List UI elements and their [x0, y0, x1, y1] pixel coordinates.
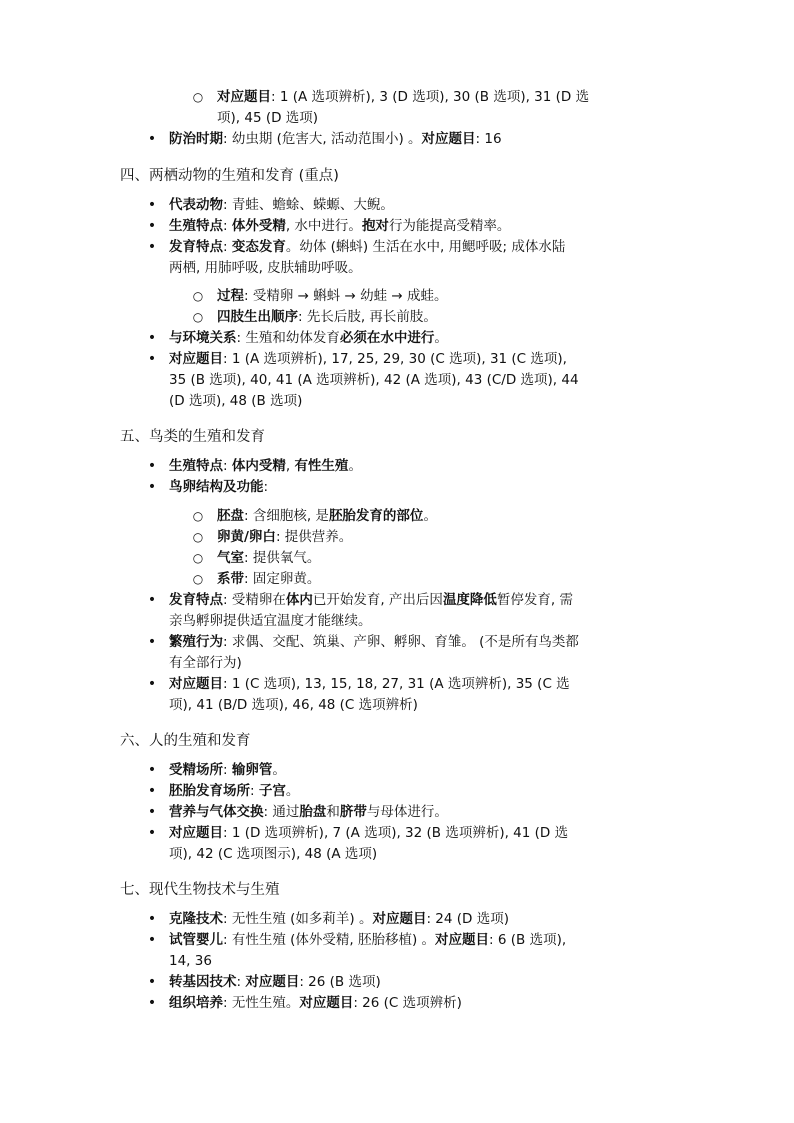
text: : 通过	[263, 804, 300, 820]
text: 已开始发育, 产出后因	[312, 592, 443, 608]
list-item-line	[147, 632, 579, 652]
list-item-line	[147, 781, 300, 801]
text: : 1 (C 选项), 13, 15, 18, 27, 31 (A 选项辨析), 35 (C 选	[223, 676, 570, 692]
bold-text: 胚盘	[217, 508, 244, 524]
list-item-line	[147, 477, 269, 497]
bold-text: 代表动物	[169, 197, 223, 213]
list-item-line	[169, 258, 362, 278]
bold-text: 气室	[217, 550, 244, 566]
bold-text: 体外受精	[231, 218, 286, 234]
bold-text: 胎盘	[299, 804, 327, 820]
list-item-line	[169, 653, 242, 673]
bold-text: 输卵管	[231, 762, 273, 778]
bold-text: 试管婴儿	[169, 932, 223, 948]
bold-text: 对应题目	[169, 676, 223, 692]
text: 五、鸟类的生殖和发育	[120, 429, 265, 445]
bold-text: 对应题目	[169, 825, 223, 841]
bullet-icon: •	[147, 330, 157, 346]
bullet-icon: •	[147, 592, 157, 608]
list-item-line	[217, 108, 318, 128]
text: : 青蛙、蟾蜍、蝾螈、大鲵。	[223, 197, 394, 213]
text: :	[250, 783, 259, 799]
bold-text: 转基因技术	[169, 974, 237, 990]
text: 与母体进行。	[366, 804, 448, 820]
list-item-line	[169, 370, 579, 390]
bold-text: 生殖特点	[169, 458, 223, 474]
bold-text: 对应题目	[435, 932, 490, 948]
text: 项), 42 (C 选项图示), 48 (A 选项)	[169, 846, 378, 862]
bullet-icon: •	[147, 932, 157, 948]
list-item-line	[147, 802, 448, 822]
bold-text: 繁殖行为	[169, 634, 223, 650]
list-item-line	[169, 391, 302, 411]
text: ,	[285, 458, 295, 474]
text: : 固定卵黄。	[244, 571, 321, 587]
text: 。	[423, 508, 437, 524]
bold-text: 对应题目	[169, 351, 223, 367]
text: : 幼虫期 (危害大, 活动范围小) 。	[223, 131, 422, 147]
bullet-icon: •	[147, 762, 157, 778]
list-item-line	[169, 951, 212, 971]
circle-bullet-icon: ○	[192, 310, 204, 324]
text: : 受精卵在	[223, 592, 286, 608]
bold-text: 受精场所	[169, 762, 223, 778]
bullet-icon: •	[147, 995, 157, 1011]
circle-bullet-icon: ○	[192, 530, 204, 544]
bold-text: 克隆技术	[169, 911, 223, 927]
list-item-line	[192, 548, 321, 568]
text: :	[223, 458, 232, 474]
bold-text: 组织培养	[169, 995, 223, 1011]
bullet-icon: •	[147, 974, 157, 990]
list-item-line	[147, 590, 574, 610]
list-item-line	[147, 195, 394, 215]
text: 。	[348, 458, 362, 474]
bold-text: 对应题目	[372, 911, 427, 927]
text: 。幼体 (蝌蚪) 生活在水中, 用鳃呼吸; 成体水陆	[285, 239, 566, 255]
list-item-line	[169, 611, 372, 631]
text: 项), 45 (D 选项)	[217, 110, 319, 126]
text: : 6 (B 选项),	[489, 932, 567, 948]
text: 暂停发育, 需	[496, 592, 574, 608]
text: 两栖, 用肺呼吸, 皮肤辅助呼吸。	[169, 260, 362, 276]
list-item-line	[192, 506, 437, 526]
bullet-icon: •	[147, 239, 157, 255]
text: : 求偶、交配、筑巢、产卵、孵卵、育雏。 (不是所有鸟类都	[223, 634, 579, 650]
bold-text: 胚胎发育的部位	[328, 508, 424, 524]
list-item-line	[147, 909, 509, 929]
section-heading	[120, 427, 265, 447]
section-heading	[120, 731, 251, 751]
text: 行为能提高受精率。	[388, 218, 511, 234]
bold-text: 生殖特点	[169, 218, 223, 234]
list-item-line	[147, 823, 569, 843]
bullet-icon: •	[147, 197, 157, 213]
text: , 水中进行。	[285, 218, 362, 234]
text: : 26 (B 选项)	[299, 974, 381, 990]
circle-bullet-icon: ○	[192, 90, 204, 104]
text: : 24 (D 选项)	[426, 911, 509, 927]
circle-bullet-icon: ○	[192, 572, 204, 586]
text: : 26 (C 选项辨析)	[353, 995, 462, 1011]
bullet-icon: •	[147, 458, 157, 474]
text: :	[236, 974, 246, 990]
text: : 无性生殖。	[223, 995, 300, 1011]
list-item-line	[192, 527, 353, 547]
text: : 有性生殖 (体外受精, 胚胎移植) 。	[223, 932, 436, 948]
list-item-line	[147, 216, 511, 236]
list-item-line	[147, 237, 566, 257]
list-item-line	[147, 674, 570, 694]
text: 14, 36	[169, 953, 212, 969]
bold-text: 发育特点	[169, 239, 223, 255]
bullet-icon: •	[147, 676, 157, 692]
text: 六、人的生殖和发育	[120, 733, 251, 749]
circle-bullet-icon: ○	[192, 509, 204, 523]
bold-text: 对应题目	[245, 974, 300, 990]
bold-text: 必须在水中进行	[339, 330, 435, 346]
bold-text: 有性生殖	[294, 458, 349, 474]
bullet-icon: •	[147, 804, 157, 820]
section-heading	[120, 166, 339, 186]
bold-text: 胚胎发育场所	[169, 783, 250, 799]
list-item-line	[169, 695, 418, 715]
text: : 1 (A 选项辨析), 17, 25, 29, 30 (C 选项), 31 (C 选项),	[223, 351, 567, 367]
bold-text: 与环境关系	[169, 330, 237, 346]
bold-text: 温度降低	[442, 592, 497, 608]
bold-text: 系带	[217, 571, 244, 587]
bold-text: 对应题目	[421, 131, 476, 147]
bullet-icon: •	[147, 351, 157, 367]
text: 七、现代生物技术与生殖	[120, 882, 280, 898]
section-heading	[120, 880, 280, 900]
list-item-line	[169, 844, 377, 864]
list-item-line	[192, 307, 437, 327]
list-item-line	[192, 569, 321, 589]
bold-text: 对应题目	[217, 89, 271, 105]
text: 四、两栖动物的生殖和发育 (重点)	[120, 168, 339, 184]
bullet-icon: •	[147, 783, 157, 799]
circle-bullet-icon: ○	[192, 289, 204, 303]
bold-text: 对应题目	[299, 995, 354, 1011]
text: : 无性生殖 (如多莉羊) 。	[223, 911, 373, 927]
list-item-line	[147, 972, 381, 992]
list-item-line	[192, 286, 448, 306]
text: :	[223, 239, 232, 255]
list-item-line	[147, 930, 567, 950]
bullet-icon: •	[147, 634, 157, 650]
list-item-line	[147, 349, 567, 369]
text: : 16	[475, 131, 502, 147]
bold-text: 发育特点	[169, 592, 223, 608]
text: (D 选项), 48 (B 选项)	[169, 393, 303, 409]
bullet-icon: •	[147, 911, 157, 927]
bold-text: 防治时期	[169, 131, 223, 147]
text: 有全部行为)	[169, 655, 242, 671]
bullet-icon: •	[147, 218, 157, 234]
circle-bullet-icon: ○	[192, 551, 204, 565]
text: : 1 (D 选项辨析), 7 (A 选项), 32 (B 选项辨析), 41 (D 选	[223, 825, 569, 841]
text: :	[223, 762, 232, 778]
list-item-line	[147, 456, 362, 476]
text: :	[223, 218, 232, 234]
text: : 提供营养。	[275, 529, 353, 545]
text: : 先长后肢, 再长前肢。	[298, 309, 437, 325]
text: : 1 (A 选项辨析), 3 (D 选项), 30 (B 选项), 31 (D 选	[271, 89, 590, 105]
text: : 受精卵 → 蝌蚪 → 幼蛙 → 成蛙。	[244, 288, 448, 304]
bold-text: 四肢生出顺序	[217, 309, 298, 325]
text: 。	[285, 783, 300, 799]
bullet-icon: •	[147, 479, 157, 495]
bullet-icon: •	[147, 131, 157, 147]
bold-text: 变态发育	[231, 239, 286, 255]
list-item-line	[147, 129, 502, 149]
text: :	[263, 479, 269, 495]
text: : 含细胞核, 是	[244, 508, 329, 524]
bullet-icon: •	[147, 825, 157, 841]
bold-text: 体内受精	[231, 458, 286, 474]
bold-text: 过程	[217, 288, 244, 304]
text: 亲鸟孵卵提供适宜温度才能继续。	[169, 613, 372, 629]
text: 项), 41 (B/D 选项), 46, 48 (C 选项辨析)	[169, 697, 418, 713]
list-item-line	[192, 87, 590, 107]
bold-text: 脐带	[339, 804, 367, 820]
bold-text: 鸟卵结构及功能	[169, 479, 264, 495]
text: 和	[326, 804, 340, 820]
list-item-line	[147, 328, 448, 348]
text: : 提供氧气。	[244, 550, 321, 566]
list-item-line	[147, 993, 462, 1013]
bold-text: 卵黄/卵白	[217, 529, 276, 545]
text: 。	[434, 330, 448, 346]
bold-text: 营养与气体交换	[169, 804, 264, 820]
bold-text: 抱对	[361, 218, 389, 234]
text: 35 (B 选项), 40, 41 (A 选项辨析), 42 (A 选项), 43 (C/D 选项), 44	[169, 372, 579, 388]
text: 。	[272, 762, 286, 778]
list-item-line	[147, 760, 286, 780]
text: : 生殖和幼体发育	[236, 330, 340, 346]
bold-text: 子宫	[258, 783, 286, 799]
bold-text: 体内	[285, 592, 313, 608]
